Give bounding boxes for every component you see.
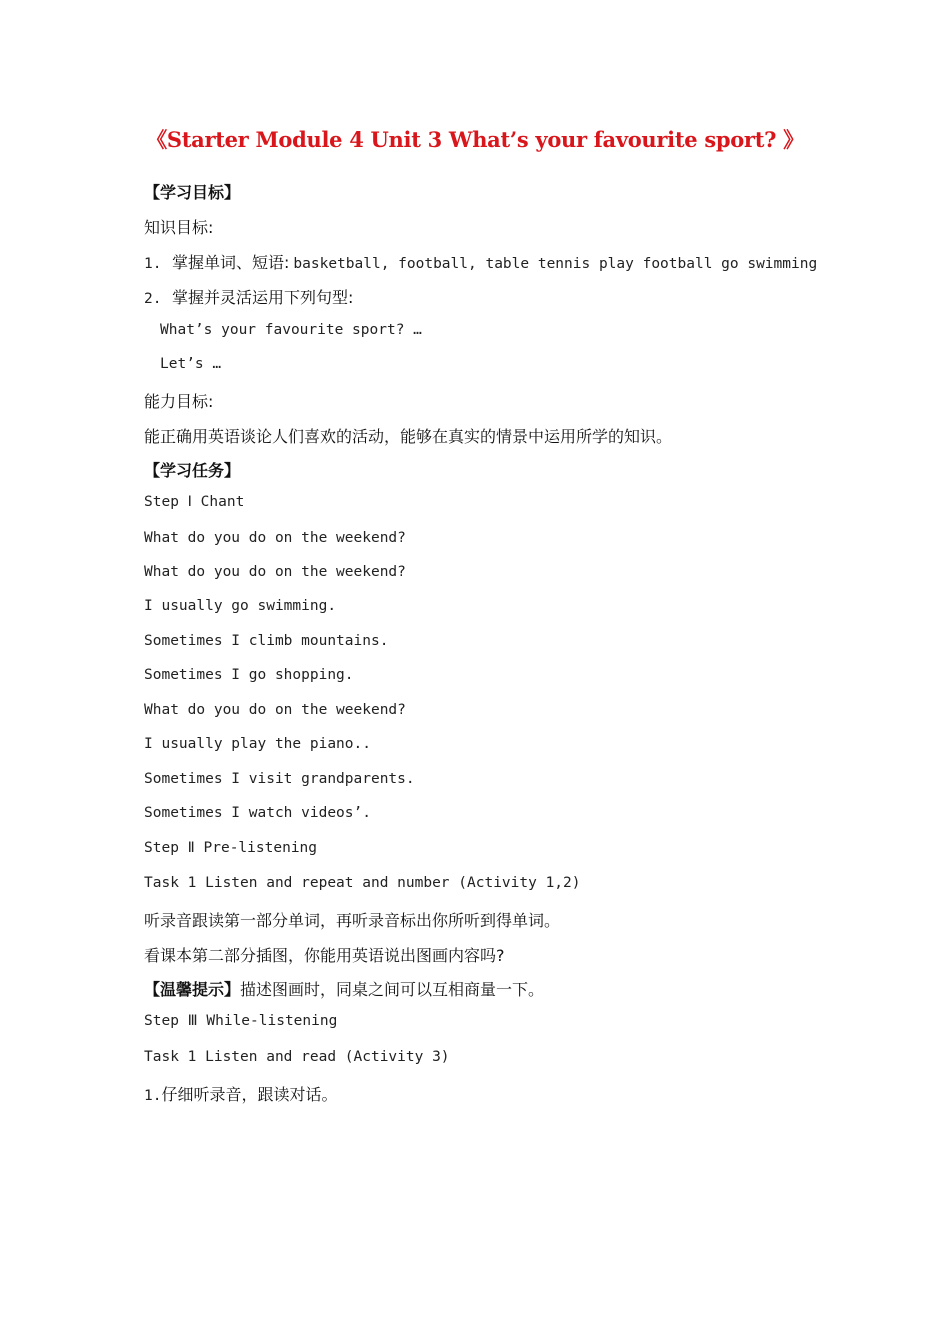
learning-tasks-heading: 【学习任务】 bbox=[144, 461, 241, 480]
goal-item-2 bbox=[144, 285, 353, 308]
goal-item-1-number: 1. bbox=[144, 256, 162, 272]
chant-line: Sometimes I watch videos’. bbox=[144, 805, 371, 821]
task-1-instruction-1: 听录音跟读第一部分单词，再听录音标出你所听到得单词。 bbox=[144, 911, 561, 930]
ability-goals-text: 能正确用英语谈论人们喜欢的活动，能够在真实的情景中运用所学的知识。 bbox=[144, 427, 673, 446]
step-3-heading: Step Ⅲ While-listening bbox=[144, 1013, 338, 1029]
document-title: 《Starter Module 4 Unit 3 What’s your favourite sport? 》 bbox=[146, 127, 804, 152]
chant-line: What do you do on the weekend? bbox=[144, 702, 406, 718]
chant-line: What do you do on the weekend? bbox=[144, 530, 406, 546]
goal-item-2-number: 2. bbox=[144, 291, 162, 307]
knowledge-goals-label: 知识目标: bbox=[144, 218, 214, 237]
chant-line: Sometimes I visit grandparents. bbox=[144, 771, 415, 787]
goal-item-1-text: 掌握单词、短语: bbox=[172, 253, 290, 272]
goal-item-1 bbox=[144, 250, 817, 273]
goal-item-2-text: 掌握并灵活运用下列句型: bbox=[172, 288, 354, 307]
task-2-heading: Task 1 Listen and read (Activity 3) bbox=[144, 1049, 450, 1065]
final-instruction-number: 1. bbox=[144, 1088, 162, 1104]
ability-goals-label: 能力目标: bbox=[144, 392, 214, 411]
step-1-heading: Step Ⅰ Chant bbox=[144, 494, 245, 510]
chant-line: What do you do on the weekend? bbox=[144, 564, 406, 580]
tip-text: 描述图画时，同桌之间可以互相商量一下。 bbox=[240, 980, 545, 999]
chant-line: Sometimes I climb mountains. bbox=[144, 633, 389, 649]
goal-item-1-words: basketball, football, table tennis play football go swimming bbox=[293, 256, 818, 272]
learning-goals-heading: 【学习目标】 bbox=[144, 183, 241, 202]
task-1-instruction-2: 看课本第二部分插图，你能用英语说出图画内容吗? bbox=[144, 946, 505, 965]
step-2-heading: Step Ⅱ Pre-listening bbox=[144, 840, 318, 856]
final-instruction-text: 仔细听录音，跟读对话。 bbox=[161, 1085, 338, 1104]
tip-line bbox=[144, 977, 544, 1000]
sentence-pattern-2: Let’s … bbox=[160, 356, 222, 372]
sentence-pattern-1: What’s your favourite sport? … bbox=[160, 322, 422, 338]
task-1-heading: Task 1 Listen and repeat and number (Activity 1,2) bbox=[144, 875, 581, 891]
tip-label: 【温馨提示】 bbox=[144, 980, 241, 999]
chant-line: I usually play the piano.. bbox=[144, 736, 371, 752]
chant-line: Sometimes I go shopping. bbox=[144, 667, 354, 683]
final-instruction bbox=[144, 1082, 337, 1105]
chant-line: I usually go swimming. bbox=[144, 598, 337, 614]
